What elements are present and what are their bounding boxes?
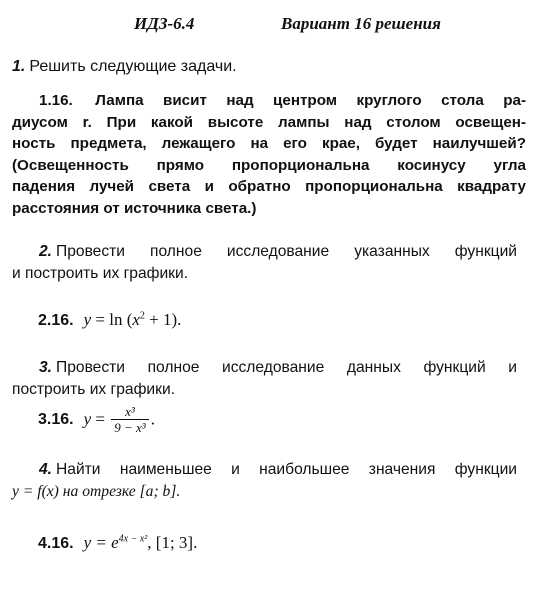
formula-4-number: 4.16. [38,535,74,552]
problem-line-6: расстояния от источника света.) [12,199,257,217]
formula-4-16: 4.16. $y = e^{4x - x^2}$, [1; 3]. [38,533,198,552]
problem-line-3: ность предмета, лежащего на его крае, будет наилучшей? [12,135,526,152]
formula-2-16: 2.16. $y = \ln (x^2 + 1)$. [38,310,182,329]
problem-line-5: падения лучей света и обратно пропорциональна квадрату [12,178,526,195]
problem-line-2: диусом r. При какой высоте лампы над столом освещен- [12,113,526,131]
problem-1-16 [12,90,526,219]
problem-number: 1.16. [39,92,73,109]
problem-line-4: (Освещенность прямо пропорциональна косинусу угла [12,156,526,174]
task-2-line-1: 2. Провести полное исследование указанных функций [39,243,517,260]
task-2-number: 2. [39,243,53,260]
section-1-heading [12,58,237,76]
document-code: ИДЗ-6.4 [134,14,195,33]
task-4-number: 4. [39,461,53,478]
task-2 [12,241,517,284]
formula-3-16: 3.16. y = $\frac{\text{x³}}{\text{9 − x³}}$ . [38,404,155,435]
task-3-line-2: построить их графики. [12,380,175,398]
task-3-number: 3. [39,359,53,376]
formula-2-number: 2.16. [38,312,74,329]
task-3-line-1: 3. Провести полное исследование данных функций и [39,359,517,376]
fraction: $\frac{\text{x³}}{\text{9 − x³}}$ [111,404,148,435]
problem-line-1: 1.16. Лампа висит над центром круглого стола ра- [39,92,526,109]
variant-title: Вариант 16 решения [281,14,441,33]
task-4-line-1: 4. Найти наименьшее и наибольшее значения функции [39,461,517,478]
task-2-line-2: и построить их графики. [12,264,189,282]
task-3 [12,357,517,400]
task-4-line-2: y = f(x) на отрезке [a; b]. [12,482,181,500]
section-1-text: Решить следующие задачи. [29,58,237,75]
formula-3-number: 3.16. [38,410,74,428]
section-1-number: 1. [12,58,26,75]
task-4 [12,459,517,502]
